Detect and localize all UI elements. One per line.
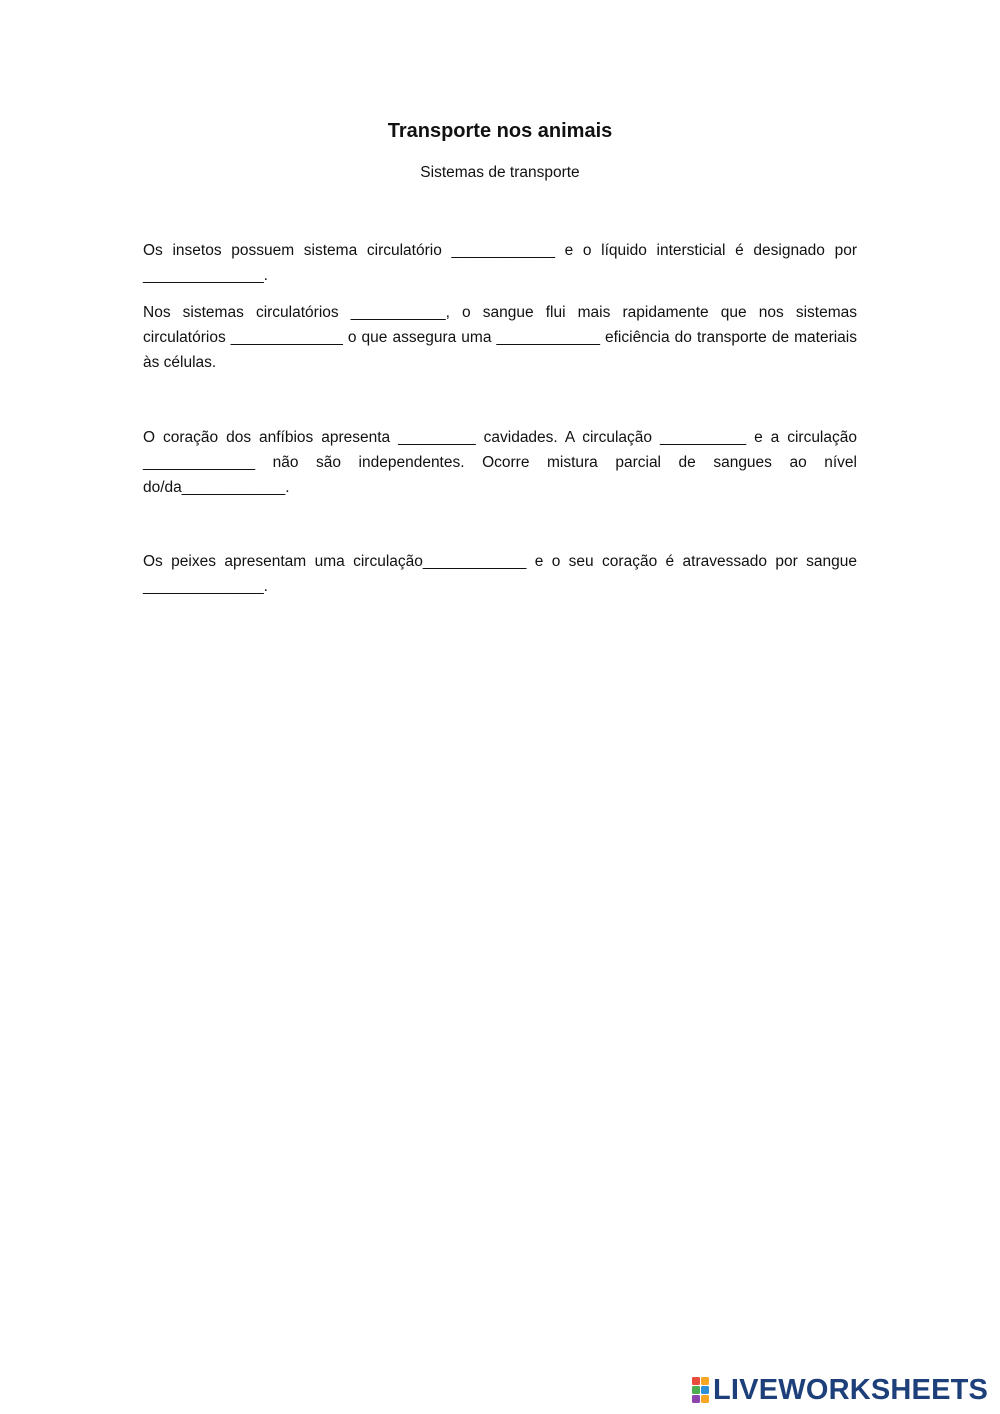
page-subtitle: Sistemas de transporte <box>420 164 580 181</box>
logo-square <box>692 1395 700 1403</box>
logo-wordmark: LIVEWORKSHEETS <box>713 1374 989 1406</box>
logo-square <box>701 1386 709 1394</box>
page-title: Transporte nos animais <box>387 120 613 142</box>
paragraph-insects: Os insetos possuem sistema circulatório ____________ e o líquido intersticial é designado por ______________. <box>143 242 857 284</box>
logo-square <box>692 1386 700 1394</box>
logo-square <box>701 1377 709 1385</box>
liveworksheets-logo <box>692 1376 988 1404</box>
logo-square <box>692 1377 700 1385</box>
paragraph-amphibians: O coração dos anfíbios apresenta _________ cavidades. A circulação __________ e a circulação _____________ não são independentes. Ocorre mistura parcial de sangues ao nível do/da____________. <box>143 429 857 496</box>
paragraph-circulatory-systems: Nos sistemas circulatórios ___________, o sangue flui mais rapidamente que nos sistemas circulatórios _____________ o que assegura uma ____________ eficiência do transporte de materiais às células. <box>143 304 857 371</box>
logo-square <box>701 1395 709 1403</box>
paragraph-fish: Os peixes apresentam uma circulação____________ e o seu coração é atravessado por sangue ______________. <box>143 553 857 595</box>
liveworksheets-logo-icon <box>692 1377 709 1403</box>
